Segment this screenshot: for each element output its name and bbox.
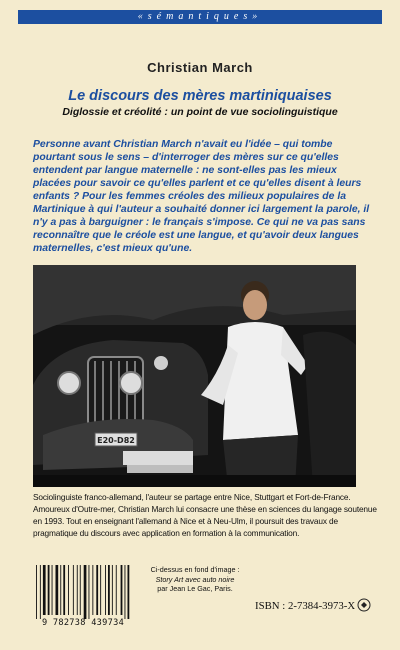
barcode-stripe [73, 565, 74, 615]
barcode-stripe [84, 565, 87, 619]
price-code-icon [357, 598, 371, 612]
barcode-stripe [43, 565, 46, 615]
barcode-stripe [105, 565, 106, 615]
author-photo-illustration [33, 265, 356, 487]
author-photo [33, 265, 356, 487]
cover-image-caption [140, 565, 250, 594]
caption-line-3: par Jean Le Gac, Paris. [157, 584, 233, 593]
book-title: Le discours des mères martiniquaises [68, 88, 332, 104]
barcode-stripe [92, 565, 93, 615]
barcode-stripe [108, 565, 110, 615]
caption-line-1: Ci-dessus en fond d'image : [150, 565, 240, 574]
barcode-stripe [77, 565, 78, 615]
vintage-car-illustration [33, 340, 208, 473]
author-biography: Sociolinguiste franco-allemand, l'auteur se partage entre Nice, Stuttgart et Fort-de-France. Amoureux d'Outre-mer, Christian March lui consacre une thèse en sciences du langage soutenue en 1993. Tout en enseignant l'allemand à Nice et à Neu-Ulm, il poursuit des travaux de pragmatique du discours avec application en formation à la communication. [33, 492, 377, 538]
barcode-stripe [56, 565, 59, 615]
svg-text:E20-D82: E20-D82 [97, 436, 135, 445]
barcode-stripe [52, 565, 53, 615]
caption-line-2: Story Art avec auto noire [155, 574, 235, 584]
barcode-stripe [128, 565, 130, 619]
barcode-number: 9 782738 439734 [41, 618, 125, 628]
back-cover-blurb: Personne avant Christian March n'avait eu l'idée – qui tombe pourtant sous le sens – d'interroger des mères sur ce qu'elles entendent par langue maternelle : ne sont-elles pas les mieux placées pour savoir ce qu'elles parlent et ce qu'elles disent à leurs enfants ? Pour les femmes créoles des milieux populaires de la Martinique à qui l'auteur a souhaité donner ici largement la parole, il n'y a pas à barguigner : le français s'impose. Ce qui ne va pas sans reconnaître que le créole est une langue, et qu'avoir deux langues maternelles, c'est mieux qu'une. [33, 139, 370, 254]
barcode-stripe [60, 565, 61, 615]
barcode-stripe [48, 565, 50, 615]
barcode-stripe [121, 565, 123, 615]
barcode-stripe [100, 565, 101, 615]
barcode-stripe [36, 565, 37, 619]
barcode-stripe [89, 565, 90, 619]
barcode-stripe [125, 565, 126, 619]
barcode-stripe [112, 565, 113, 615]
ean-barcode [32, 563, 132, 619]
series-banner: «sémantiques» [18, 10, 382, 24]
barcode-stripe [80, 565, 81, 615]
barcode-stripe [116, 565, 117, 615]
barcode-stripe [68, 565, 69, 615]
barcode-stripe [63, 565, 65, 615]
author-name: Christian March [147, 60, 253, 75]
isbn-number: ISBN : 2-7384-3973-X [255, 600, 356, 612]
barcode-stripe [40, 565, 41, 619]
book-subtitle: Diglossie et créolité : un point de vue sociolinguistique [62, 106, 338, 118]
barcode-stripe [96, 565, 98, 615]
